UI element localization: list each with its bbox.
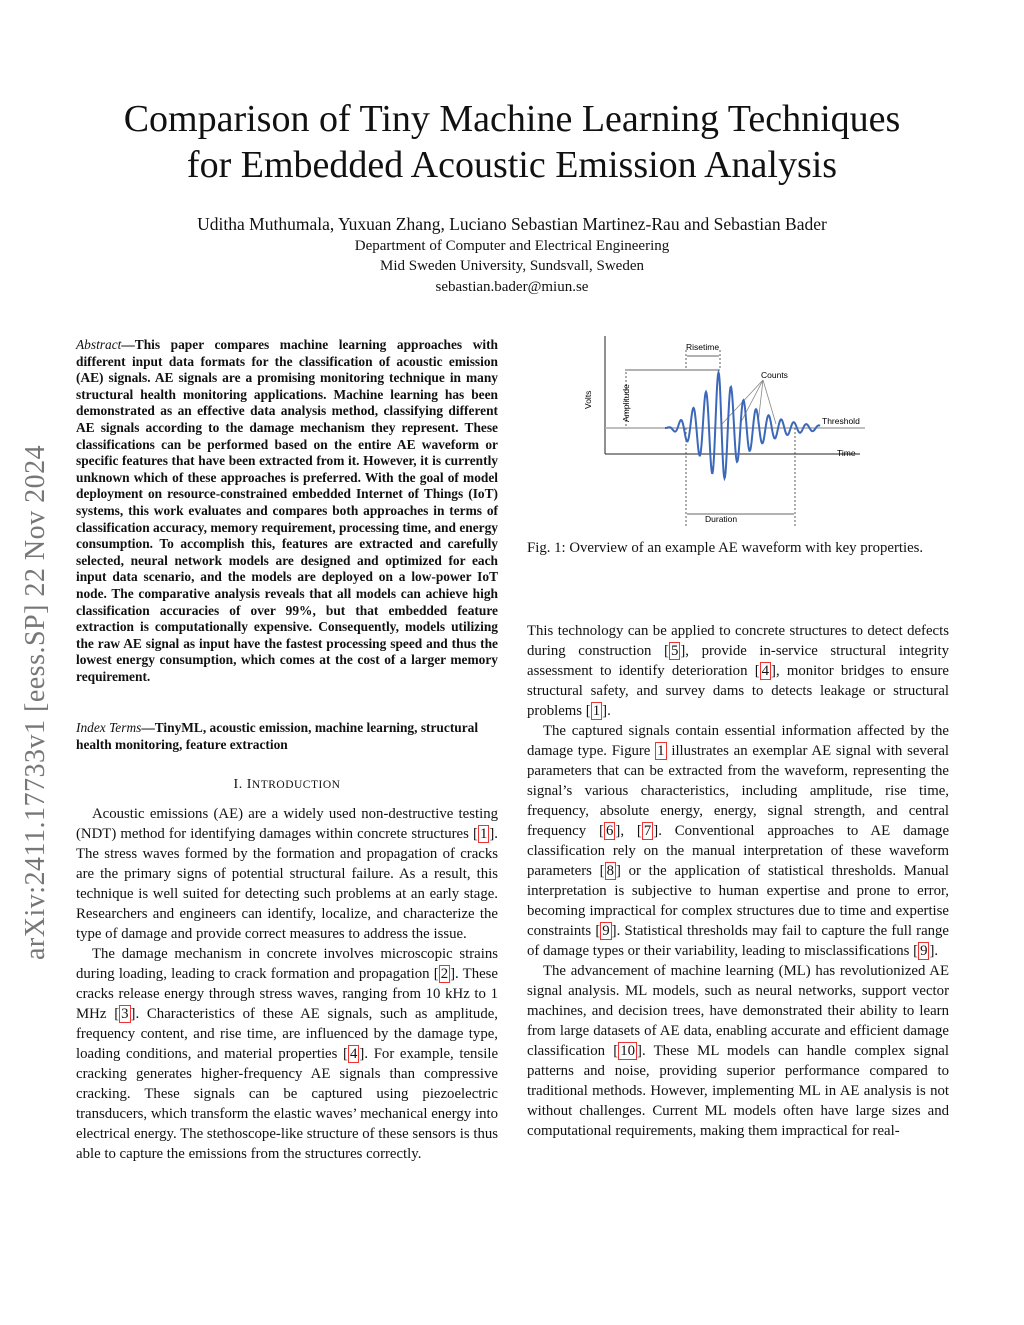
citation-link[interactable]: 5 (670, 643, 679, 659)
author-list: Uditha Muthumala, Yuxuan Zhang, Luciano Sebastian Martinez-Rau and Sebastian Bader (197, 214, 827, 234)
index-terms-text: —TinyML, acoustic emission, machine learning, structural health monitoring, feature extraction (76, 720, 479, 752)
paragraph: The captured signals contain essential information affected by the damage type. Figure 1 illustrates an exemplar AE signal with several parameters that can be extracted from the waveform, representing the signal’s various characteristics, including amplitude, rise time, frequency, absolute energy, energy, signal strength, and central frequency [ 6 ], [ 7 ]. Conventional approaches to AE damage classification rely on the manual interpretation of these waveform parameters [ 8 ] or the application of statistical thresholds. Manual interpretation is subjective to human expertise and prone to error, becoming impractical for complex structures due to time and expertise constraints [ 9 ]. Statistical thresholds may fail to capture the full range of damage types or their variability, leading to misclassifications [ 9 ]. (527, 723, 950, 959)
paragraph: This technology can be applied to concrete structures to detect defects during construction [ 5 ], provide in-service structural integrity assessment to identify deterioration [ 4 ], monitor bridges to ensure structural safety, and survey dams to detects leakage or structural problems [ 1 ]. (527, 623, 949, 719)
title-line-2: for Embedded Acoustic Emission Analysis (186, 144, 838, 186)
citation-link[interactable]: 10 (620, 1043, 636, 1059)
affiliation-department: Department of Computer and Electrical Engineering (354, 238, 670, 254)
left-column-body (76, 804, 498, 1164)
right-column-body (527, 621, 949, 1141)
citation-link[interactable]: 6 (605, 823, 614, 839)
citation-link[interactable]: 4 (349, 1046, 358, 1062)
label-volts: Volts (583, 390, 593, 409)
label-amplitude: Amplitude (621, 384, 631, 422)
label-risetime: Risetime (686, 342, 720, 352)
citation-link[interactable]: 1 (592, 703, 601, 719)
paper-title (40, 96, 984, 188)
label-threshold: Threshold (822, 416, 860, 426)
label-time: Time (837, 448, 856, 458)
ae-waveform-signal (665, 373, 820, 479)
affiliation-university: Mid Sweden University, Sundsvall, Sweden (379, 258, 644, 274)
index-terms (76, 720, 498, 753)
label-counts: Counts (761, 370, 788, 380)
citation-link[interactable]: 8 (606, 863, 614, 879)
figure-link[interactable]: 1 (657, 743, 665, 759)
citation-link[interactable]: 1 (479, 826, 488, 842)
arxiv-stamp: arXiv:2411.17733v1 [eess.SP] 22 Nov 2024 (20, 444, 51, 960)
index-terms-label: Index Terms (76, 720, 142, 735)
author-email[interactable]: sebastian.bader@miun.se (435, 279, 589, 295)
citation-link[interactable]: 4 (761, 663, 770, 679)
figure-ae-waveform (580, 334, 870, 528)
abstract-label: Abstract (76, 337, 122, 352)
abstract-text: —This paper compares machine learning approaches with different input data formats for the classification of acoustic emission (AE) signals. AE signals are a promising monitoring technique in many structural health monitoring applications. Machine learning has been demonstrated as an effective data analysis method, classifying different AE signals according to the damage mechanism they represent. These classifications can be performed based on the entire AE waveform or specific features that have been extracted from it. However, it is currently unknown which of these approaches is preferred. With the goal of model deployment on resource-constrained embedded Internet of Things (IoT) systems, this work evaluates and compares both approaches in terms of classification accuracy, memory requirement, processing time, and energy consumption. To accomplish this, features are extracted and carefully selected, neural network models are designed and optimized for each input data scenario, and the models are deployed on a low-power IoT node. The comparative analysis reveals that all models can achieve high classification accuracies of over 99%, but that embedded feature extraction is computationally expensive. Consequently, models utilizing the raw AE signal as input have the fastest processing speed and thus the lowest energy consumption, which comes at the cost of a larger memory requirement. (76, 337, 498, 684)
paragraph: Acoustic emissions (AE) are a widely used non-destructive testing (NDT) method for identifying damages within concrete structures [ 1 ]. The stress waves formed by the formation and propagation of cracks are the primary signs of potential structural failure. As a result, this technique is well suited for detecting such problems at an early stage. Researchers and engineers can identify, localize, and characterize the type of damage and provide correct measures to address the issue. (76, 806, 498, 942)
citation-link[interactable]: 3 (121, 1006, 129, 1022)
paragraph: The damage mechanism in concrete involves microscopic strains during loading, leading to crack formation and propagation [ 2 ]. These cracks release energy through stress waves, ranging from 10 kHz to 1 MHz [ 3 ]. Characteristics of these AE signals, such as amplitude, frequency content, and rise time, are influenced by the damage type, loading conditions, and material properties [ 4 ]. For example, tensile cracking generates higher-frequency AE signals than compressive cracking. These signals can be captured using piezoelectric transducers, which transform the elastic waves’ mechanical energy into electrical energy. The stethoscope-like structure of these sensors is thus able to capture the emissions from the structures correctly. (76, 946, 499, 1162)
title-line-1: Comparison of Tiny Machine Learning Techniques (123, 98, 901, 140)
section-heading-introduction: I. INTRODUCTION (233, 777, 341, 792)
abstract (76, 337, 498, 685)
citation-link[interactable]: 2 (440, 966, 449, 982)
citation-link[interactable]: 9 (602, 923, 610, 939)
figure-caption: Fig. 1: Overview of an example AE waveform with key properties. (527, 540, 924, 556)
paragraph: The advancement of machine learning (ML) has revolutionized AE signal analysis. ML models, such as neural networks, support vector machines, and decision trees, have demonstrated their ability to learn from large datasets of AE data, enabling accurate and efficient damage classification [ 10 ]. These ML models can handle complex signal patterns and noise, providing superior performance compared to traditional methods. However, implementing ML in AE analysis is not without challenges. Current ML models often have large sizes and computational requirements, making them impractical for real- (527, 963, 949, 1139)
citation-link[interactable]: 7 (643, 823, 652, 839)
label-duration: Duration (705, 514, 738, 524)
citation-link[interactable]: 9 (920, 943, 928, 959)
